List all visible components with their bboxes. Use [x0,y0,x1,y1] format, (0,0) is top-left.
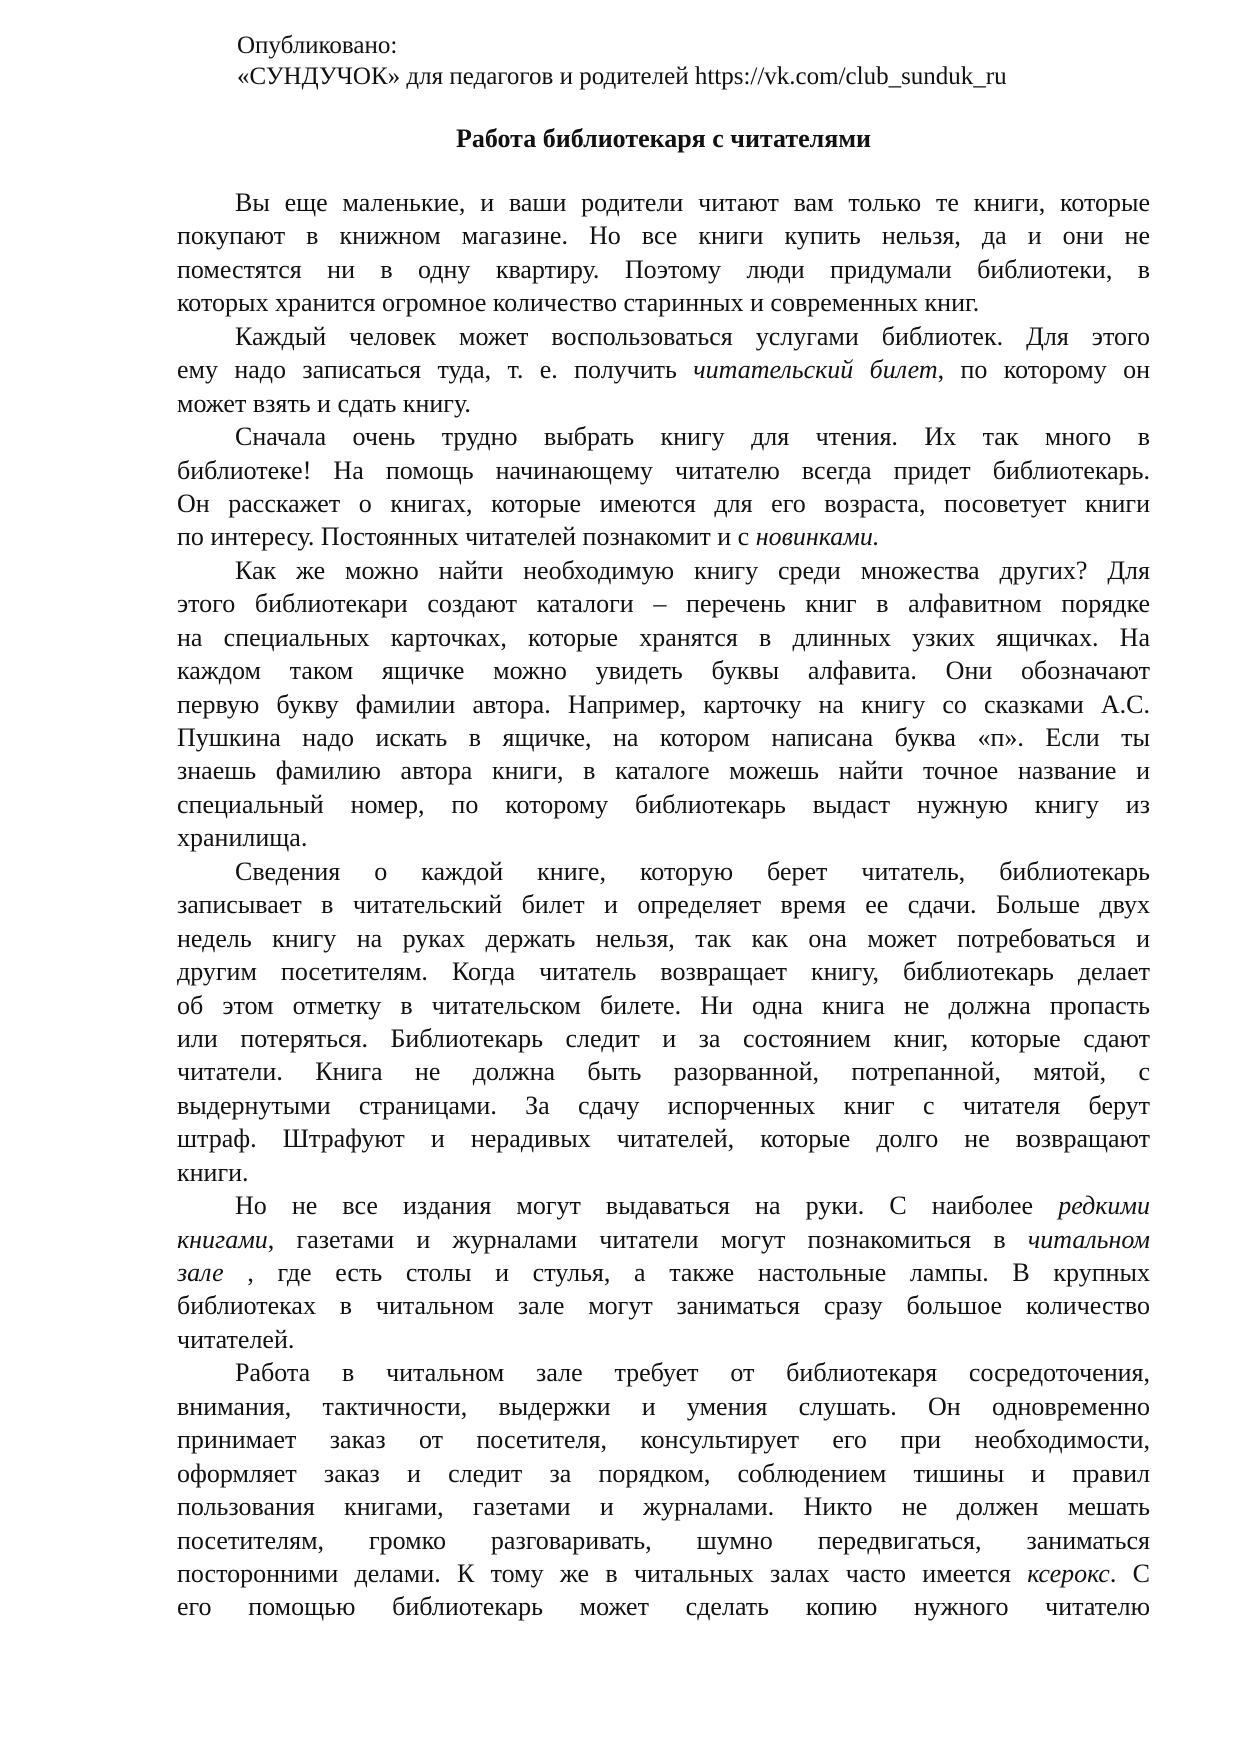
text-line [177,520,1150,553]
document-body [177,186,1150,1624]
text-line [177,286,1150,319]
text-line [177,1122,1150,1155]
text-line [177,353,1150,386]
text-segment: читателей. [177,1324,295,1354]
text-line [177,1223,1150,1256]
text-line [177,621,1150,654]
text-segment: . С [1109,1558,1150,1588]
text-line [177,1156,1150,1189]
text-segment: покупают в книжном магазине. Но все книги купить нельзя, да и они не [177,221,1150,251]
text-segment: его помощью библиотекарь может сделать копию нужного читателю [177,1592,1150,1622]
italic-text: читательский билет [693,355,938,385]
text-segment: , по которому он [937,355,1150,385]
text-segment: Пушкина надо искать в ящичке, на котором написана буква «п». Если ты [177,723,1150,752]
italic-text: редкими [1058,1191,1150,1221]
text-segment: другим посетителям. Когда читатель возвращает книгу, библиотекарь делает [177,957,1150,987]
text-line [177,922,1150,955]
text-segment: по интересу. Постоянных читателей познакомит и с [177,522,756,552]
text-segment: библиотеках в читальном зале могут заниматься сразу большое количество [177,1291,1150,1321]
italic-text: новинками. [755,522,880,552]
text-segment: читатели. Книга не должна быть разорванной, потрепанной, мятой, с [177,1057,1150,1087]
text-line [177,1323,1150,1356]
italic-text: зале [177,1258,224,1287]
text-segment: Но не все издания могут выдаваться на руки. С наиболее [235,1191,1059,1221]
paragraph [177,1189,1150,1356]
text-segment: выдернутыми страницами. За сдачу испорченных книг с читателя берут [177,1090,1150,1120]
text-segment: оформляет заказ и следит за порядком, соблюдением тишины и правил [177,1458,1150,1488]
text-segment: штраф. Штрафуют и нерадивых читателей, которые долго не возвращают [177,1124,1150,1154]
text-line [177,721,1150,754]
text-segment: Работа в читальном зале требует от библиотекаря сосредоточения, [235,1358,1150,1388]
paragraph [177,320,1150,420]
text-segment: Вы еще маленькие, и ваши родители читают вам только те книги, которые [235,188,1150,217]
text-line [177,1457,1150,1490]
text-line [177,1423,1150,1456]
text-line [177,1557,1150,1590]
publication-info [237,30,1007,92]
text-line [177,1089,1150,1122]
text-line [177,754,1150,787]
text-segment: , газетами и журналами читатели могут познакомиться в [267,1224,1028,1254]
text-line [177,320,1150,353]
text-line [177,1590,1150,1623]
italic-text: книгами [177,1224,268,1254]
text-line [177,1055,1150,1088]
text-line [177,989,1150,1022]
text-line [177,253,1150,286]
text-line [177,1289,1150,1322]
text-line [177,1390,1150,1423]
text-segment: Как же можно найти необходимую книгу среди множества других? Для [235,555,1150,585]
text-segment: , где есть столы и стулья, а также настольные лампы. В крупных [223,1258,1150,1287]
paragraph [177,1356,1150,1624]
text-segment: может взять и сдать книгу. [177,388,471,418]
text-segment: пользования книгами, газетами и журналами. Никто не должен мешать [177,1492,1150,1522]
text-line [177,186,1150,219]
text-segment: недель книгу на руках держать нельзя, так как она может потребоваться и [177,923,1150,953]
text-line [177,1524,1150,1557]
published-label: Опубликовано: [237,32,398,59]
italic-text: ксерокс [1027,1558,1110,1588]
text-segment: или потеряться. Библиотекарь следит и за состоянием книг, которые сдают [177,1023,1150,1053]
text-line [177,654,1150,687]
text-segment: посетителям, громко разговаривать, шумно передвигаться, заниматься [177,1525,1150,1555]
text-segment: принимает заказ от посетителя, консультирует его при необходимости, [177,1425,1150,1455]
text-segment: ему надо записаться туда, т. е. получить [177,355,694,385]
text-segment: об этом отметку в читательском билете. Ни одна книга не должна пропасть [177,990,1150,1020]
text-segment: Он расскажет о книгах, которые имеются для его возраста, посоветует книги [177,488,1150,518]
text-segment: Сначала очень трудно выбрать книгу для чтения. Их так много в [235,422,1150,452]
text-line [177,454,1150,487]
text-line [177,487,1150,520]
text-line [177,1189,1150,1222]
text-segment: библиотеке! На помощь начинающему читателю всегда придет библиотекарь. [177,455,1150,485]
text-segment: этого библиотекари создают каталоги – перечень книг в алфавитном порядке [177,589,1150,619]
text-line [177,587,1150,620]
text-segment: книги. [177,1157,249,1187]
text-line [177,420,1150,453]
text-line [177,1256,1150,1289]
text-line [177,387,1150,420]
text-line [177,219,1150,252]
text-segment: Сведения о каждой книге, которую берет читатель, библиотекарь [235,856,1150,886]
text-segment: специальный номер, по которому библиотекарь выдаст нужную книгу из [177,789,1150,819]
text-line [177,1490,1150,1523]
text-line [177,554,1150,587]
text-segment: записывает в читательский билет и определяет время ее сдачи. Больше двух [177,890,1150,920]
text-line [177,1356,1150,1389]
text-segment: хранилища. [177,823,308,853]
text-segment: посторонними делами. К тому же в читальных залах часто имеется [177,1558,1028,1588]
paragraph [177,855,1150,1189]
paragraph [177,420,1150,554]
text-line [177,821,1150,854]
text-segment: Каждый человек может воспользоваться услугами библиотек. Для этого [235,321,1150,351]
text-segment: внимания, тактичности, выдержки и умения слушать. Он одновременно [177,1391,1150,1421]
text-line [177,855,1150,888]
text-segment: поместятся ни в одну квартиру. Поэтому люди придумали библиотеки, в [177,254,1150,284]
paragraph [177,186,1150,320]
published-source: «СУНДУЧОК» для педагогов и родителей https://vk.com/club_sunduk_ru [237,63,1007,90]
text-segment: первую букву фамилии автора. Например, карточку на книгу со сказками А.С. [177,689,1150,719]
italic-text: читальном [1027,1224,1150,1254]
text-segment: каждом таком ящичке можно увидеть буквы алфавита. Они обозначают [177,656,1150,686]
text-line [177,888,1150,921]
text-segment: которых хранится огромное количество старинных и современных книг. [177,288,980,318]
text-line [177,688,1150,721]
text-line [177,955,1150,988]
text-line [177,1022,1150,1055]
text-segment: на специальных карточках, которые хранятся в длинных узких ящичках. На [177,622,1150,652]
text-segment: знаешь фамилию автора книги, в каталоге можешь найти точное название и [177,756,1150,786]
text-line [177,788,1150,821]
document-title: Работа библиотекаря с читателями [455,124,872,153]
paragraph [177,554,1150,855]
